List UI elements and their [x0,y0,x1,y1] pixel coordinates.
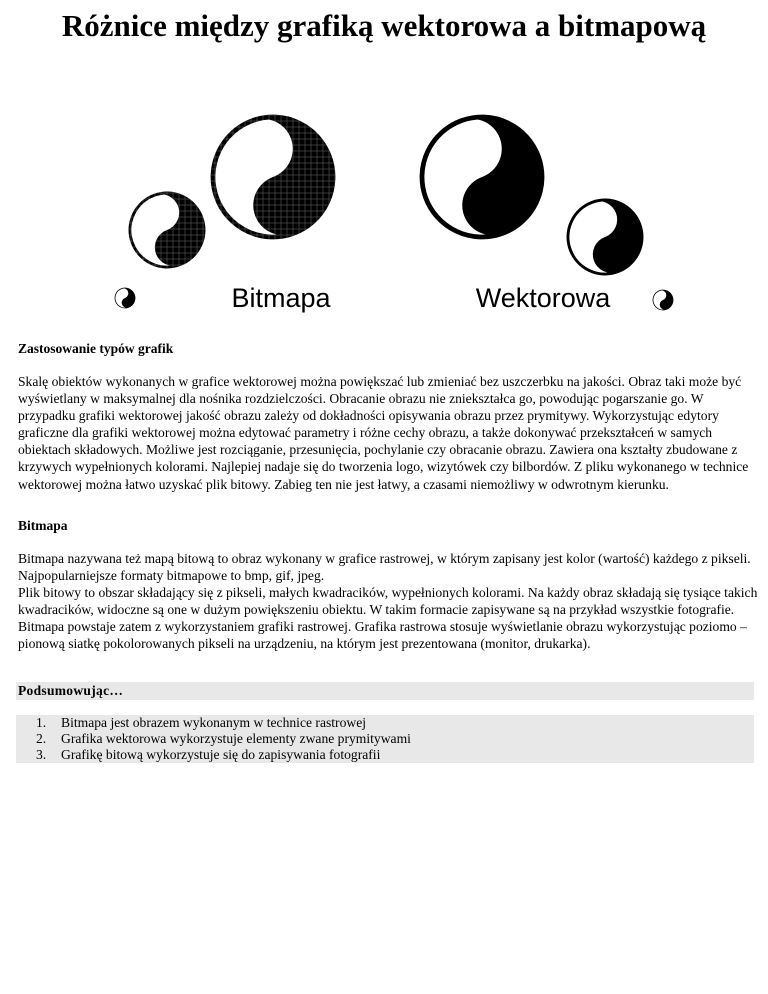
figure-label-vector: Wektorowa [475,283,611,313]
bitmap-heading: Bitmapa [18,518,68,533]
list-item-number: 3. [36,747,47,762]
yin-yang-icon [112,285,138,311]
list-item [16,747,754,763]
list-item [16,731,754,747]
summary-heading-bar [16,682,754,700]
usage-heading: Zastosowanie typów grafik [18,341,174,356]
bitmap-paragraph-2: Plik bitowy to obszar składający się z pikseli, małych kwadracików, wypełnionych kolorami. Na każdy obraz składają się tysiące takich kwadracików, widoczne są one w dużym powiększeniu obiektu. W takim formacie zapisywane są na przykład wszystkie fotografie. Bitmapa powstaje zatem z wykorzystaniem grafiki rastrowej. Grafika rastrowa stosuje wyświetlanie obrazu wykorzystując poziomo – pionową siatkę pokolorowanych pikseli na urządzeniu, na którym jest prezentowana (monitor, drukarka). [18,585,758,652]
bitmap-paragraph-1: Bitmapa nazywana też mapą bitową to obraz wykonany w grafice rastrowej, w którym zapisany jest kolor (wartość) każdego z pikseli. Najpopularniejsze formaty bitmapowe to bmp, gif, jpeg. [18,551,751,584]
bitmap-yin-yang-medium [120,183,215,278]
list-item [16,715,754,731]
page-title: Różnice między grafiką wektorowa a bitmapową [61,8,707,43]
yin-yang-figure [95,85,695,317]
usage-paragraph: Skalę obiektów wykonanych w grafice wektorowej można powiększać lub zmieniać bez uszczerbku na jakości. Obraz taki może być wyświetlany w maksymalnej dla nośnika rozdzielczości. Obracanie obrazu nie zniekształca go, powodując pogarszanie go. W przypadku grafiki wektorowej jakość obrazu zależy od dokładności opisywania obrazu przez prymitywy. Wykorzystując edytory graficzne dla grafiki wektorowej można edytować parametry i różne cechy obrazu, a także dokonywać przekształceń w samych obiektach składowych. Możliwe jest rozciąganie, przesunięcia, pochylanie czy obracanie obrazu. Zawiera ona kształty zbudowane z krzywych wypełnionych kolorami. Najlepiej nadaje się do tworzenia logo, wizytówek czy bilbordów. Z pliku wykonanego w technice wektorowej można łatwo uzyskać plik bitowy. Zabieg ten nie jest łatwy, a czasami niemożliwy w odwrotnym kierunku. [18,374,749,492]
bitmap-yin-yang-large [196,100,350,254]
list-item-text: Grafika wektorowa wykorzystuje elementy zwane prymitywami [61,731,411,746]
summary-list [16,715,754,763]
vector-yin-yang-large [405,100,559,254]
list-item-text: Bitmapa jest obrazem wykonanym w technice rastrowej [61,715,367,730]
yin-yang-icon [650,287,676,313]
list-item-number: 1. [36,715,47,730]
list-item-number: 2. [36,731,47,746]
vector-yin-yang-medium [558,190,653,285]
summary-heading: Podsumowując… [18,683,124,698]
figure-label-bitmap: Bitmapa [231,283,331,313]
list-item-text: Grafikę bitową wykorzystuje się do zapisywania fotografii [61,747,381,762]
